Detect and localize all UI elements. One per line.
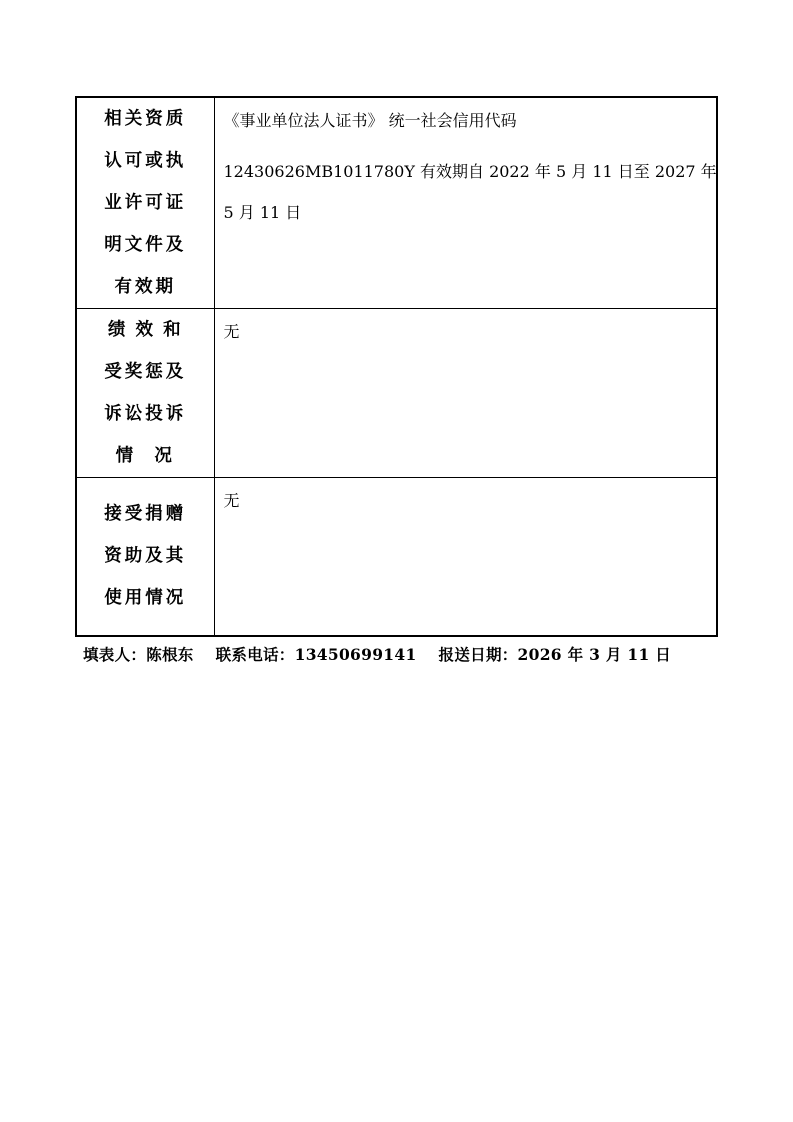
value-cell-qualification — [214, 97, 717, 309]
report-date: 报送日期：2026 年 3 月 11 日 — [438, 645, 672, 664]
value-cell-performance — [214, 309, 717, 478]
label-cell-qualification — [76, 97, 214, 309]
table-row-performance — [76, 309, 717, 478]
contact-phone: 联系电话：13450699141 — [215, 645, 417, 664]
row-label-line: 业许可证 — [104, 193, 187, 213]
disclosure-table — [75, 96, 718, 637]
table-row-qualification — [76, 97, 717, 309]
row-label-line: 绩 效 和 — [107, 320, 183, 340]
row-label-line: 有效期 — [114, 277, 176, 297]
table-row-donations — [76, 478, 717, 636]
row-label-line: 明文件及 — [104, 235, 187, 255]
label-cell-performance — [76, 309, 214, 478]
row-label-line: 认可或执 — [104, 151, 187, 171]
row-label-line: 受奖惩及 — [104, 362, 187, 382]
row-value-line: 无 — [223, 322, 240, 341]
row-label-line: 情 况 — [115, 446, 175, 466]
value-cell-donations — [214, 478, 717, 636]
row-value-line: 《事业单位法人证书》 统一社会信用代码 — [223, 111, 517, 130]
row-label-line: 使用情况 — [104, 588, 187, 609]
row-label-line: 接受捐赠 — [104, 504, 187, 525]
label-cell-donations — [76, 478, 214, 636]
filler-name: 填表人：陈根东 — [83, 645, 194, 664]
row-value-line: 12430626MB1011780Y 有效期自 2022 年 5 月 11 日至 2027 年 — [223, 162, 717, 181]
row-value-line: 5 月 11 日 — [223, 203, 302, 222]
row-label-line: 资助及其 — [104, 546, 187, 567]
row-label-line: 相关资质 — [104, 109, 187, 129]
form-footer — [83, 643, 671, 665]
row-value-line: 无 — [223, 491, 240, 510]
row-label-line: 诉讼投诉 — [104, 404, 187, 424]
